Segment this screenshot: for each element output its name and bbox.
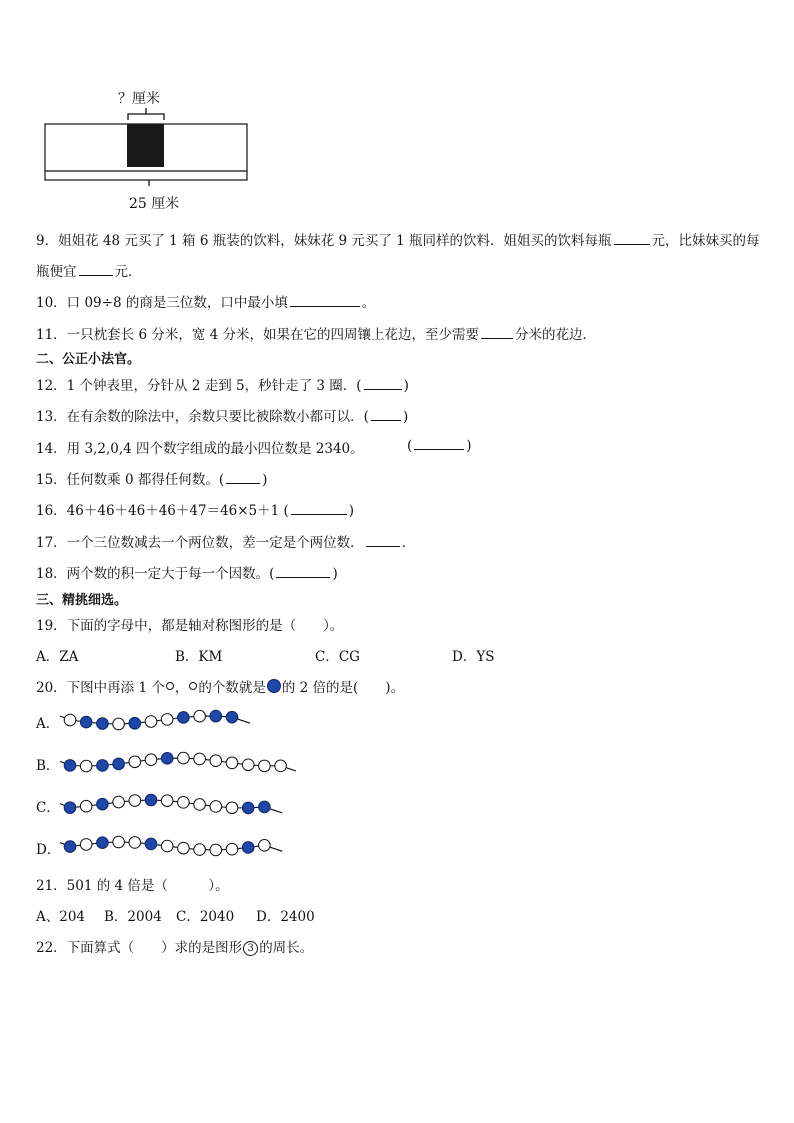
blue-bead (64, 802, 76, 814)
q20-option-b[interactable]: B． (36, 758, 60, 774)
white-bead (161, 840, 173, 852)
q14-answer (407, 437, 472, 454)
white-bead (145, 754, 157, 766)
question-15 (36, 468, 267, 488)
question-14 (36, 437, 364, 457)
q13-text: 13．在有余数的除法中，余数只要比被除数小都可以．( (36, 409, 369, 425)
q21-option-c[interactable]: C．2040 (176, 909, 235, 925)
white-bead (242, 759, 254, 771)
white-bead (178, 797, 190, 809)
blue-bead (226, 711, 238, 723)
white-bead (129, 795, 141, 807)
q18-close: ) (332, 566, 338, 582)
white-bead (113, 718, 125, 730)
white-bead (275, 760, 287, 772)
q11-blank[interactable] (481, 326, 513, 339)
blue-bead (210, 710, 222, 722)
white-bead (226, 802, 238, 814)
blue-bead (97, 760, 109, 772)
q19-option-b[interactable]: B．KM (175, 649, 223, 665)
white-bead (178, 752, 190, 764)
q19-option-a[interactable]: A．ZA (36, 649, 79, 665)
white-bead (210, 844, 222, 856)
blue-bead (145, 838, 157, 850)
blue-bead (97, 837, 109, 849)
section-2-heading: 二、公正小法官。 (36, 352, 141, 367)
white-bead (226, 843, 238, 855)
white-bead (259, 840, 271, 852)
q21-option-b[interactable]: B．2004 (104, 909, 162, 925)
small-circle-icon (166, 682, 174, 690)
question-22 (36, 936, 313, 956)
q9-text: 9．姐姐花 48 元买了 1 箱 6 瓶装的饮料，妹妹花 9 元买了 1 瓶同样的饮料．姐姐买的饮料每瓶 (36, 233, 612, 249)
q16-close: ) (348, 503, 355, 519)
white-bead (113, 836, 125, 848)
white-bead (178, 842, 190, 854)
white-bead (145, 716, 157, 728)
question-10 (36, 291, 375, 311)
q10-text: 10．口 09÷8 的商是三位数，口中最小填 (36, 295, 288, 311)
figure-bottom-label: 25 厘米 (129, 196, 180, 212)
q20-text-4: 的 2 倍的是( )。 (281, 680, 405, 696)
q11-end: 分米的花边． (515, 327, 597, 343)
white-bead (226, 757, 238, 769)
q22-text: 22．下面算式（ ）求的是图形 (36, 940, 243, 956)
q17-blank[interactable] (366, 534, 400, 547)
q16-blank[interactable] (291, 502, 347, 515)
q9-text-4: 元． (114, 264, 142, 280)
q14-open: ( (407, 438, 413, 454)
q15-blank[interactable] (226, 471, 260, 484)
small-circle-icon (189, 682, 197, 690)
q19-option-c[interactable]: C．CG (315, 649, 360, 665)
q20-option-d[interactable]: D． (36, 842, 61, 858)
q20-text-2: ， (174, 680, 189, 696)
white-bead (80, 760, 92, 772)
q20-text-3: 的个数就是 (198, 680, 266, 696)
strip-diagram (40, 104, 252, 188)
q10-end: 。 (361, 295, 376, 311)
blue-bead (97, 718, 109, 730)
q14-blank[interactable] (414, 437, 464, 450)
white-bead (194, 844, 206, 856)
circled-number-icon: 3 (243, 941, 258, 956)
blue-dot-icon (267, 679, 281, 693)
white-bead (259, 760, 271, 772)
q17-text: 17．一个三位数减去一个两位数，差一定是个两位数． (36, 535, 364, 551)
white-bead (210, 755, 222, 767)
q20-option-c[interactable]: C． (36, 800, 60, 816)
question-12 (36, 374, 409, 394)
blue-bead (178, 712, 190, 724)
question-13 (36, 405, 408, 425)
q9-blank-2[interactable] (79, 263, 113, 276)
blue-bead (113, 758, 125, 770)
question-19: 19．下面的字母中，都是轴对称图形的是（ ）。 (36, 618, 344, 634)
q15-text: 15．任何数乘 0 都得任何数。( (36, 472, 225, 488)
blue-bead (80, 716, 92, 728)
question-18 (36, 562, 338, 582)
white-bead (161, 714, 173, 726)
question-9-cont (36, 260, 142, 280)
q12-close: ) (403, 378, 409, 394)
blue-bead (161, 753, 173, 765)
question-17 (36, 531, 415, 551)
white-bead (194, 799, 206, 811)
q13-close: ) (402, 409, 409, 425)
white-bead (80, 839, 92, 851)
q14-text: 14．用 3,2,0,4 四个数字组成的最小四位数是 2340。 (36, 441, 364, 457)
white-bead (194, 710, 206, 722)
white-bead (210, 801, 222, 813)
q19-option-d[interactable]: D．YS (452, 649, 495, 665)
white-bead (161, 795, 173, 807)
question-20 (36, 676, 404, 696)
section-3-heading: 三、精挑细选。 (36, 593, 128, 608)
question-11 (36, 323, 596, 343)
white-bead (80, 800, 92, 812)
blue-bead (97, 798, 109, 810)
q16-text: 16．46＋46＋46＋46＋47＝46×5＋1 ( (36, 503, 289, 519)
question-9 (36, 229, 760, 249)
q10-blank[interactable] (290, 294, 360, 307)
white-bead (194, 753, 206, 765)
q12-blank[interactable] (364, 377, 402, 390)
blue-bead (64, 760, 76, 772)
q11-text: 11．一只枕套长 6 分米，宽 4 分米，如果在它的四周镶上花边，至少需要 (36, 327, 480, 343)
q9-text-3: 瓶便宜 (36, 264, 77, 280)
q18-blank[interactable] (276, 565, 330, 578)
white-bead (64, 714, 76, 726)
white-bead (129, 756, 141, 768)
q15-close: ) (262, 472, 268, 488)
q21-option-a[interactable]: A、204 (36, 909, 86, 925)
figure-top-label: ？厘米 (118, 91, 160, 107)
blue-bead (259, 801, 271, 813)
question-21: 21．501 的 4 倍是（ ）。 (36, 878, 229, 894)
q17-close: ． (401, 535, 416, 551)
question-16 (36, 499, 354, 519)
blue-bead (242, 842, 254, 854)
q20-option-a[interactable]: A． (36, 716, 60, 732)
q14-close: ) (466, 438, 472, 454)
q13-blank[interactable] (371, 408, 401, 421)
blue-bead (242, 802, 254, 814)
blue-bead (64, 841, 76, 853)
q9-blank-1[interactable] (614, 232, 650, 245)
white-bead (129, 837, 141, 849)
q20-text-1: 20．下图中再添 1 个 (36, 680, 165, 696)
white-bead (113, 796, 125, 808)
q22-end: 的周长。 (259, 940, 314, 956)
blue-bead (129, 717, 141, 729)
bead-strings-figure (56, 700, 296, 870)
q9-text-2: 元，比妹妹买的每 (651, 233, 760, 249)
blue-bead (145, 794, 157, 806)
q18-text: 18．两个数的积一定大于每一个因数。( (36, 566, 275, 582)
q12-text: 12．1 个钟表里，分针从 2 走到 5，秒针走了 3 圈．( (36, 378, 362, 394)
q21-option-d[interactable]: D．2400 (256, 909, 315, 925)
